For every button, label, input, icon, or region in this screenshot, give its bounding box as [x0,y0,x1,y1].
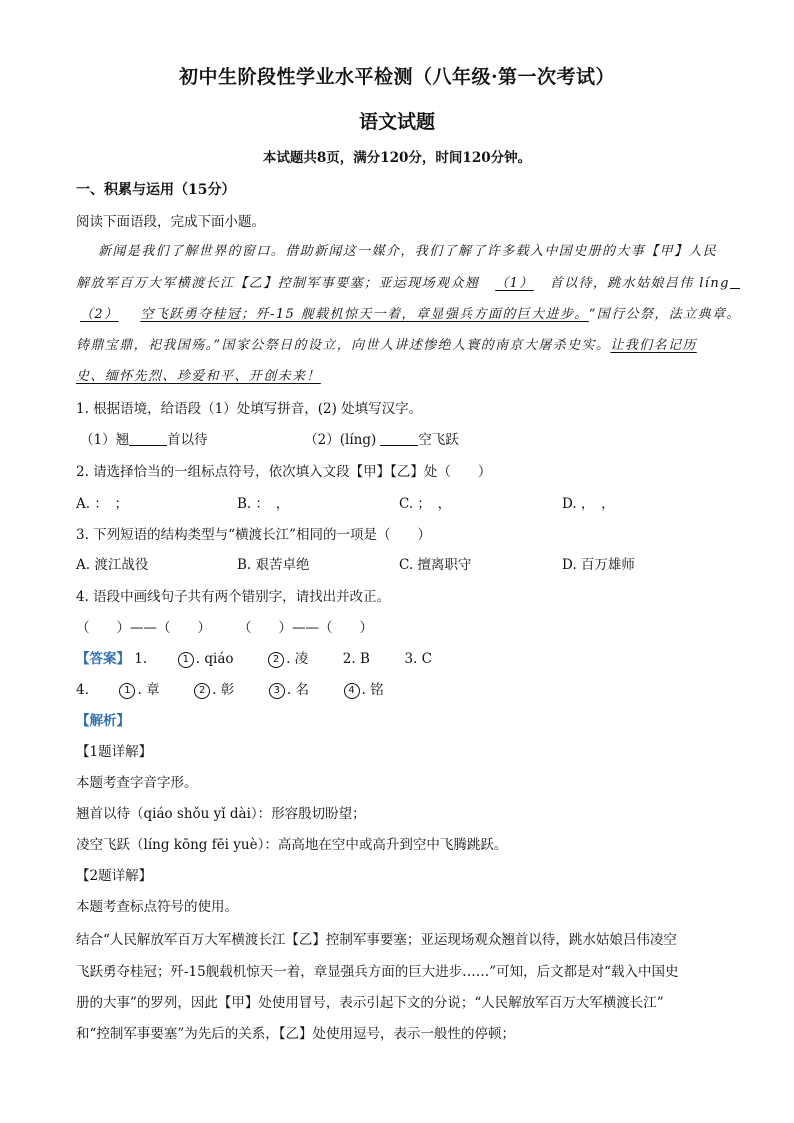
question-3-option-a[interactable]: A. 渡江战役 [76,557,149,573]
circled-number-2: 2 [268,652,284,668]
question-3-option-c[interactable]: C. 擅离职守 [399,557,472,573]
underlined-sentence: 史、缅怀先烈、珍爱和平、开创未来！ [76,369,321,384]
exam-subtitle: 语文试题 [358,111,435,133]
detail-2-line-1: 本题考查标点符号的使用。 [76,899,238,915]
passage-text: 首以待，跳水姑娘吕伟 líng [549,276,730,291]
blank-2: （2） [80,307,119,322]
circled-number-2: 2 [194,683,210,699]
exam-meta: 本试题共8页，满分120分，时间120分钟。 [262,150,532,166]
question-1-answers [80,428,459,448]
detail-2-line-3: 飞跃勇夺桂冠；歼-15舰载机惊天一着，章显强兵方面的巨大进步……”可知，后文都是对“载入中国史 [76,964,679,980]
question-2-option-c[interactable]: C. ； ， [399,496,452,512]
passage-line-1: 新闻是我们了解世界的窗口。借助新闻这一媒介，我们了解了许多载入中国史册的大事【甲】人民 [98,244,718,259]
circled-number-1: 1 [119,683,135,699]
blank-1: （1） [495,276,534,291]
answer-value: . 铭 [361,682,384,698]
question-2-option-a[interactable]: A. ： ； [76,496,129,512]
answer-value: . qiáo [195,651,234,667]
answer-q4-number: 4. [76,682,89,698]
answer-q3: 3. C [404,651,432,667]
question-4-blanks[interactable]: （ ）——（ ） （ ）——（ ） [76,620,373,636]
q1-a-suffix: 首以待 [167,432,208,448]
passage-text: 铸鼎宝鼎，祀我国殇。”国家公祭日的设立，向世人讲述惨绝人寰的南京大屠杀史实。 [76,338,611,353]
circled-number-4: 4 [344,683,360,699]
passage-line-2 [76,272,740,291]
question-3-stem: 3. 下列短语的结构类型与“横渡长江”相同的一项是（ ） [76,527,431,543]
circled-number-1: 1 [178,652,194,668]
circled-number-3: 3 [269,683,285,699]
detail-2-line-4: 册的大事”的罗列，因此【甲】处使用冒号，表示引起下文的分说；“人民解放军百万大军横渡长江” [76,995,664,1011]
section-instruction: 阅读下面语段，完成下面小题。 [76,214,265,230]
answer-q2: 2. B [342,651,370,667]
question-2-stem: 2. 请选择恰当的一组标点符号，依次填入文段【甲】【乙】处（ ） [76,464,492,480]
answer-row-1 [76,647,432,668]
question-1-stem: 1. 根据语境，给语段（1）处填写拼音，(2) 处填写汉字。 [76,401,423,417]
passage-text: 解放军百万大军横渡长江【乙】控制军事要塞；亚运现场观众翘 [76,276,480,291]
q1-b-suffix: 空飞跃 [418,432,459,448]
question-3-option-b[interactable]: B. 艰苦卓绝 [237,557,310,573]
underlined-sentence: 让我们名记历 [610,338,697,353]
detail-1-line-2: 翘首以待（qiáo shǒu yǐ dài）：形容殷切盼望； [76,806,366,822]
passage-line-3 [76,303,741,322]
analysis-label: 【解析】 [76,713,130,729]
blank-underline [730,276,740,289]
detail-2-line-5: 和“控制军事要塞”为先后的关系，【乙】处使用逗号，表示一般性的停顿； [76,1026,516,1042]
q1-b-blank[interactable] [380,433,418,446]
detail-2-line-2: 结合“人民解放军百万大军横渡长江【乙】控制军事要塞；亚运现场观众翘首以待，跳水姑娘吕伟凌空 [76,932,677,948]
answer-value: . 名 [286,682,309,698]
question-4-stem: 4. 语段中画线句子共有两个错别字，请找出并改正。 [76,589,391,605]
question-3-option-d[interactable]: D. 百万雄师 [562,557,635,573]
detail-1-line-1: 本题考查字音字形。 [76,775,198,791]
underlined-sentence: 空飞跃勇夺桂冠；歼-15 舰载机惊天一着，章显强兵方面的巨大进步。 [140,307,589,322]
passage-line-5 [76,365,321,384]
passage-line-4 [76,334,697,353]
answer-row-2 [76,678,384,699]
q1-a-blank[interactable] [129,433,167,446]
answer-value: . 彰 [212,682,235,698]
question-2-option-d[interactable]: D. ， ， [562,496,615,512]
passage-text: “国行公祭，法立典章。 [588,307,741,322]
detail-2-heading: 【2题详解】 [76,868,153,884]
answer-value: . 章 [137,682,160,698]
answer-label: 【答案】 [76,651,130,667]
detail-1-heading: 【1题详解】 [76,744,153,760]
question-2-option-b[interactable]: B. ： ， [237,496,290,512]
q1-a-prefix: （1）翘 [80,432,130,448]
exam-title: 初中生阶段性学业水平检测（八年级·第一次考试） [178,66,616,88]
section-heading: 一、积累与运用（15分） [76,182,236,198]
answer-value: . 凌 [286,651,309,667]
answer-q1-number: 1. [134,651,148,667]
q1-b-prefix: （2）(líng) [304,432,377,448]
detail-1-line-3: 凌空飞跃（líng kōng fēi yuè）：高高地在空中或高升到空中飞腾跳跃。 [76,837,508,853]
